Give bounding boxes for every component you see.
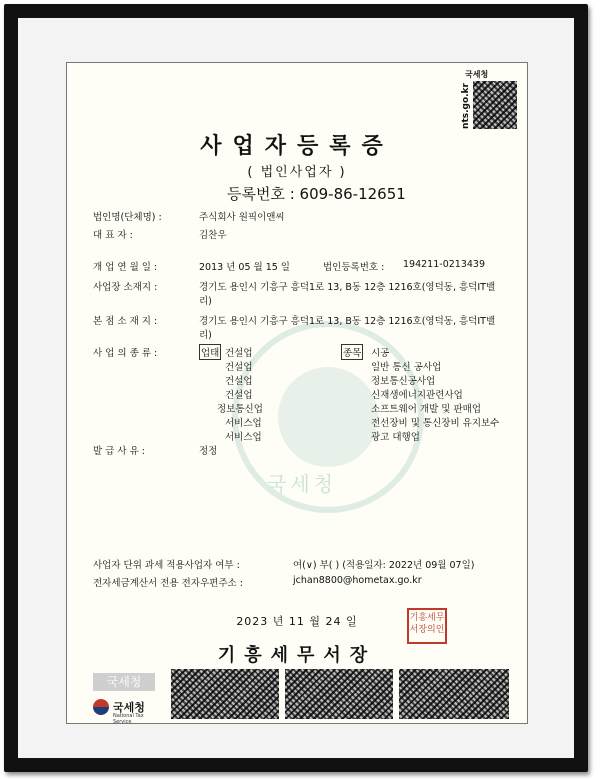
open-date-value: 2013 년 05 월 15 일: [199, 262, 290, 273]
registration-certificate: [66, 62, 528, 724]
nts-logo-subtext: National Tax Service: [113, 713, 144, 725]
email-value: jchan8800@hometax.go.kr: [293, 575, 422, 586]
issue-reason-label: 발 급 사 유 :: [93, 446, 145, 457]
business-item-4: 신재생에너지관련사업: [371, 390, 463, 401]
hq-value-line2: 리): [199, 330, 212, 341]
document-subtitle: ( 법인사업자 ): [247, 165, 347, 180]
frame-mat: [18, 18, 574, 758]
business-item-6: 전선장비 및 통신장비 유지보수: [371, 418, 500, 429]
corp-reg-value: 194211-0213439: [403, 259, 486, 270]
tax-office-name: 기흥세무서장: [217, 645, 377, 666]
tax-unit-label: 사업자 단위 과세 적용사업자 여부 :: [93, 560, 240, 571]
business-item-5: 소프트웨어 개발 및 판매업: [371, 404, 482, 415]
nts-logo: [93, 673, 161, 725]
business-item-2: 일반 통신 공사업: [371, 362, 442, 373]
business-type-label: 사 업 의 종 류 :: [93, 348, 158, 359]
picture-frame: [4, 4, 588, 772]
business-item-7: 광고 대행업: [371, 432, 420, 443]
issue-reason-value: 정정: [199, 446, 218, 457]
bottom-tag: 국세청: [93, 673, 155, 691]
business-item-tag: 종목: [341, 344, 363, 360]
hq-value-line1: 경기도 용인시 기흥구 흥덕1로 13, B동 12층 1216호(영덕동, 흥덕IT밸: [199, 316, 496, 327]
corp-reg-label: 법인등록번호 :: [323, 262, 385, 273]
nts-logo-icon: [93, 699, 109, 715]
business-type-tag: 업태: [199, 344, 221, 360]
business-item-1: 시공: [371, 348, 390, 359]
location-label: 사업장 소재지 :: [93, 282, 158, 293]
open-date-label: 개 업 연 월 일 :: [93, 262, 158, 273]
location-value-line1: 경기도 용인시 기흥구 흥덕1로 13, B동 12층 1216호(영덕동, 흥덕IT밸: [199, 282, 496, 293]
email-label: 전자세금계산서 전용 전자우편주소 :: [93, 578, 243, 589]
stamp-text: 기흥세무서장의인: [409, 613, 445, 635]
security-pattern-3: [399, 669, 509, 719]
corp-name-value: 주식회사 원픽이앤씨: [199, 212, 285, 223]
security-pattern-1: [171, 669, 279, 719]
nts-label: 국세청: [465, 70, 489, 79]
document-title: 사업자등록증: [200, 134, 394, 159]
nts-logo-text: 국세청: [113, 701, 145, 714]
business-type-4: 건설업: [225, 390, 253, 401]
registration-number: 등록번호 : 609-86-12651: [227, 185, 406, 203]
business-type-7: 서비스업: [225, 432, 262, 443]
representative-label: 대 표 자 :: [93, 230, 133, 241]
nts-url: nts.go.kr: [461, 83, 471, 129]
business-type-3: 건설업: [225, 376, 253, 387]
security-pattern-2: [285, 669, 393, 719]
business-type-1: 건설업: [225, 348, 253, 359]
business-type-5: 정보통신업: [217, 404, 263, 415]
business-item-3: 정보통신공사업: [371, 376, 436, 387]
qr-code: [473, 81, 517, 129]
tax-unit-value: 여(∨) 부( ) (적용일자: 2022년 09월 07일): [293, 560, 475, 571]
issue-date: 2023 년 11 월 24 일: [236, 615, 358, 628]
corp-name-label: 법인명(단체명) :: [93, 212, 162, 223]
representative-value: 김찬우: [199, 230, 227, 241]
business-type-6: 서비스업: [225, 418, 262, 429]
business-type-2: 건설업: [225, 362, 253, 373]
watermark-text: 국세청: [267, 472, 337, 496]
location-value-line2: 리): [199, 296, 212, 307]
hq-label: 본 점 소 재 지 :: [93, 316, 158, 327]
official-seal-stamp: [407, 608, 447, 644]
